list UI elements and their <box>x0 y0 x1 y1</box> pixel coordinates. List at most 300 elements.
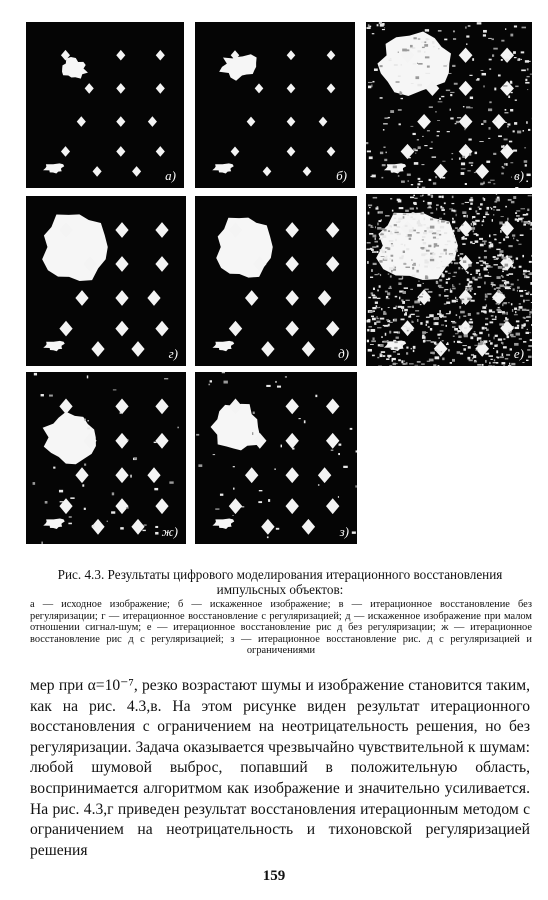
noise-speck <box>512 309 513 312</box>
noise-speck <box>401 344 403 346</box>
noise-speck <box>92 525 95 528</box>
noise-speck <box>442 266 446 267</box>
noise-speck <box>470 336 473 339</box>
noise-speck <box>33 482 36 485</box>
noise-speck <box>381 228 384 230</box>
noise-speck <box>134 457 137 459</box>
noise-speck <box>424 266 428 268</box>
noise-speck <box>401 306 404 309</box>
noise-speck <box>277 386 281 388</box>
noise-speck <box>528 292 530 294</box>
impulse-object <box>285 222 298 238</box>
noise-speck <box>496 303 500 304</box>
noise-speck <box>416 316 419 317</box>
noise-speck <box>418 281 419 282</box>
noise-speck <box>426 38 429 40</box>
noise-speck <box>377 227 381 230</box>
noise-speck <box>431 142 433 143</box>
noise-speck <box>394 341 397 343</box>
noise-speck <box>496 276 500 279</box>
impulse-object <box>500 320 514 336</box>
noise-speck <box>466 288 468 291</box>
noise-speck <box>511 363 515 365</box>
noise-speck <box>489 355 493 357</box>
noise-speck <box>466 106 470 108</box>
noise-speck <box>475 210 477 212</box>
noise-speck <box>380 274 381 276</box>
noise-speck <box>405 225 408 227</box>
noise-speck <box>488 266 493 267</box>
noise-speck <box>470 290 472 292</box>
noise-speck <box>423 201 424 202</box>
noise-speck <box>384 258 388 260</box>
noise-speck <box>375 302 378 304</box>
large-object <box>62 57 88 79</box>
noise-speck <box>381 336 382 338</box>
noise-speck <box>518 58 520 60</box>
impulse-object <box>156 146 165 157</box>
noise-speck <box>531 324 532 326</box>
panel-g <box>26 196 186 366</box>
small-object <box>212 341 234 351</box>
noise-speck <box>483 340 487 343</box>
noise-speck <box>452 359 455 362</box>
noise-speck <box>478 277 482 279</box>
noise-speck <box>452 196 454 198</box>
noise-speck <box>438 351 441 352</box>
noise-speck <box>444 289 448 290</box>
noise-speck <box>398 220 401 221</box>
noise-speck <box>386 296 388 298</box>
impulse-object <box>285 498 298 514</box>
noise-speck <box>511 303 512 305</box>
noise-speck <box>464 334 468 337</box>
noise-speck <box>501 342 502 344</box>
impulse-object <box>459 48 473 63</box>
noise-speck <box>416 232 419 233</box>
noise-speck <box>447 265 448 267</box>
noise-speck <box>429 359 434 362</box>
noise-speck <box>527 68 529 70</box>
noise-speck <box>34 373 37 376</box>
impulse-object <box>285 398 298 414</box>
noise-speck <box>493 206 496 208</box>
noise-speck <box>479 273 481 276</box>
noise-speck <box>430 259 434 261</box>
noise-speck <box>410 208 414 210</box>
noise-speck <box>501 257 505 259</box>
noise-speck <box>428 299 430 301</box>
noise-speck <box>496 287 500 288</box>
noise-speck <box>475 152 477 154</box>
noise-speck <box>452 65 455 67</box>
noise-speck <box>258 501 262 503</box>
noise-speck <box>372 337 374 340</box>
noise-speck <box>517 279 518 280</box>
noise-speck <box>252 432 253 435</box>
noise-speck <box>87 375 88 378</box>
noise-speck <box>528 345 532 347</box>
noise-speck <box>87 427 90 429</box>
noise-speck <box>509 363 510 365</box>
noise-speck <box>394 218 396 219</box>
noise-speck <box>503 338 505 339</box>
noise-speck <box>396 81 400 82</box>
noise-speck <box>372 81 374 82</box>
impulse-object <box>115 256 128 272</box>
noise-speck <box>504 139 508 141</box>
noise-speck <box>268 499 270 502</box>
noise-speck <box>378 273 380 274</box>
noise-speck <box>407 330 409 331</box>
noise-speck <box>267 536 269 538</box>
noise-speck <box>435 111 436 112</box>
noise-speck <box>442 177 445 179</box>
noise-speck <box>476 270 480 272</box>
noise-speck <box>530 229 532 230</box>
noise-speck <box>513 238 514 240</box>
panel-e <box>366 194 532 366</box>
impulse-object <box>459 144 473 159</box>
noise-speck <box>521 69 526 71</box>
noise-speck <box>485 360 487 363</box>
noise-speck <box>398 359 401 361</box>
noise-speck <box>435 322 439 325</box>
noise-speck <box>463 300 467 303</box>
small-object <box>43 341 64 351</box>
noise-speck <box>529 311 532 313</box>
noise-speck <box>127 439 128 441</box>
noise-speck <box>399 278 403 279</box>
body-paragraph: мер при α=10⁻⁷, резко возрастают шумы и изображение становится таким, как на рис. 4.3,в. На этом рисунке виден результат итерационного восстановления с ограничением на неотрицательность решения, но без регуляризации. Задача оказывается чрезвычайно чувствительной к шумам: любой шумовой выброс, попавший в положительную область, воспринимается алгоритмом как изображение и значительно усиливается. На рис. 4.3,г приведен результат восстановления итерационным методом с ограничением на неотрицательность и тихоновской регуляризацией решения <box>30 677 530 859</box>
noise-speck <box>315 395 317 397</box>
noise-speck <box>367 242 371 243</box>
noise-speck <box>383 129 384 130</box>
noise-speck <box>445 271 447 273</box>
noise-speck <box>463 106 464 107</box>
noise-speck <box>511 265 513 268</box>
noise-speck <box>527 209 529 211</box>
large-object <box>216 218 273 278</box>
noise-speck <box>407 214 409 216</box>
noise-speck <box>503 145 504 147</box>
noise-speck <box>501 59 503 61</box>
noise-speck <box>529 261 532 263</box>
panel-zh-label: ж) <box>161 524 178 539</box>
noise-speck <box>446 302 450 304</box>
impulse-object <box>261 341 274 357</box>
noise-speck <box>224 381 228 384</box>
noise-speck <box>515 212 517 214</box>
noise-speck <box>524 147 526 148</box>
impulse-object <box>116 146 125 157</box>
panel-zh <box>26 372 186 544</box>
noise-speck <box>395 267 396 269</box>
impulse-object <box>492 114 506 129</box>
noise-speck <box>374 322 376 325</box>
noise-speck <box>505 287 509 289</box>
panel-d <box>195 196 357 366</box>
noise-speck <box>501 40 504 42</box>
noise-speck <box>507 123 510 125</box>
noise-speck <box>406 347 408 349</box>
noise-speck <box>376 321 380 323</box>
noise-speck <box>495 316 496 319</box>
noise-speck <box>382 235 386 238</box>
noise-speck <box>384 118 388 119</box>
noise-speck <box>493 214 494 215</box>
impulse-object <box>326 222 339 238</box>
noise-speck <box>391 255 394 257</box>
noise-speck <box>383 311 385 313</box>
noise-speck <box>425 253 428 254</box>
noise-speck <box>499 356 503 358</box>
noise-speck <box>285 376 287 378</box>
noise-speck <box>517 290 518 292</box>
noise-speck <box>213 454 215 455</box>
noise-speck <box>512 260 513 263</box>
noise-speck <box>474 331 476 332</box>
noise-speck <box>515 187 518 188</box>
noise-speck <box>376 305 377 307</box>
noise-speck <box>462 345 466 346</box>
noise-speck <box>386 256 387 258</box>
noise-speck <box>474 233 477 234</box>
noise-speck <box>469 229 471 230</box>
noise-speck <box>436 281 438 284</box>
noise-speck <box>441 325 444 326</box>
noise-speck <box>369 233 373 235</box>
noise-speck <box>442 196 444 199</box>
noise-speck <box>418 146 421 149</box>
noise-speck <box>366 320 370 323</box>
noise-speck <box>518 244 521 245</box>
noise-speck <box>452 286 454 287</box>
noise-speck <box>495 295 497 297</box>
noise-speck <box>370 277 373 278</box>
panel-e-image <box>366 194 532 366</box>
noise-speck <box>489 242 492 243</box>
noise-speck <box>420 213 423 215</box>
noise-speck <box>390 347 392 349</box>
noise-speck <box>438 101 443 102</box>
noise-speck <box>413 230 416 232</box>
noise-speck <box>390 225 392 227</box>
noise-speck <box>381 308 382 310</box>
noise-speck <box>426 324 427 326</box>
noise-speck <box>424 145 427 146</box>
noise-speck <box>496 194 497 195</box>
noise-speck <box>465 183 467 185</box>
noise-speck <box>472 216 475 218</box>
noise-speck <box>425 56 429 58</box>
noise-speck <box>494 288 496 289</box>
noise-speck <box>483 219 484 220</box>
noise-speck <box>388 357 389 358</box>
noise-speck <box>406 362 408 364</box>
noise-speck <box>479 238 483 240</box>
noise-speck <box>259 490 263 491</box>
noise-speck <box>499 222 502 225</box>
noise-speck <box>130 475 131 478</box>
noise-speck <box>525 60 529 62</box>
noise-speck <box>436 267 440 268</box>
noise-speck <box>449 208 453 209</box>
noise-speck <box>439 310 440 313</box>
noise-speck <box>455 297 456 299</box>
noise-speck <box>460 353 463 355</box>
noise-speck <box>523 300 524 303</box>
noise-speck <box>494 345 496 347</box>
noise-speck <box>422 239 424 240</box>
noise-speck <box>428 245 431 247</box>
noise-speck <box>484 242 485 245</box>
noise-speck <box>412 275 416 277</box>
noise-speck <box>501 295 504 296</box>
noise-speck <box>514 122 517 125</box>
impulse-object <box>131 341 144 357</box>
noise-speck <box>469 208 472 210</box>
noise-speck <box>469 281 473 283</box>
impulse-object <box>261 519 274 535</box>
noise-speck <box>499 250 503 253</box>
noise-speck <box>458 336 461 338</box>
impulse-object <box>115 290 128 306</box>
noise-speck <box>299 418 301 419</box>
noise-speck <box>523 317 525 319</box>
noise-speck <box>446 252 447 254</box>
noise-speck <box>505 109 507 111</box>
noise-speck <box>459 325 463 327</box>
noise-speck <box>350 428 353 430</box>
noise-speck <box>419 181 423 182</box>
noise-speck <box>519 303 521 304</box>
noise-speck <box>492 299 494 300</box>
small-object <box>43 519 64 529</box>
noise-speck <box>427 207 431 208</box>
noise-speck <box>412 264 416 266</box>
noise-speck <box>385 333 386 336</box>
impulse-object <box>326 498 339 514</box>
noise-speck <box>519 338 522 340</box>
noise-speck <box>458 255 460 256</box>
noise-speck <box>477 78 479 80</box>
noise-speck <box>482 364 484 366</box>
noise-speck <box>456 121 459 123</box>
noise-speck <box>390 58 392 59</box>
noise-speck <box>331 450 334 451</box>
noise-speck <box>445 244 448 245</box>
noise-speck <box>493 256 496 258</box>
noise-speck <box>395 229 398 231</box>
noise-speck <box>491 359 493 360</box>
impulse-object <box>287 147 296 157</box>
noise-speck <box>432 253 435 255</box>
noise-speck <box>111 511 115 513</box>
noise-speck <box>505 264 508 267</box>
noise-speck <box>467 357 470 360</box>
noise-speck <box>423 283 424 284</box>
noise-speck <box>390 286 392 289</box>
noise-speck <box>84 464 86 466</box>
noise-speck <box>461 299 465 301</box>
noise-speck <box>232 515 234 516</box>
noise-speck <box>502 280 506 281</box>
noise-speck <box>452 288 455 290</box>
noise-speck <box>488 182 491 183</box>
noise-speck <box>498 74 501 76</box>
impulse-object <box>147 467 160 483</box>
noise-speck <box>505 206 507 208</box>
noise-speck <box>304 420 306 423</box>
noise-speck <box>513 196 516 199</box>
noise-speck <box>508 260 511 262</box>
impulse-object <box>302 341 315 357</box>
noise-speck <box>393 340 396 341</box>
noise-speck <box>410 45 413 47</box>
noise-speck <box>378 211 379 213</box>
noise-speck <box>414 162 418 165</box>
noise-speck <box>430 212 433 214</box>
impulse-object <box>326 256 339 272</box>
noise-speck <box>424 44 428 47</box>
noise-speck <box>381 256 385 257</box>
noise-speck <box>460 253 463 254</box>
noise-speck <box>505 59 509 61</box>
noise-speck <box>461 168 466 169</box>
noise-speck <box>408 316 411 318</box>
noise-speck <box>505 358 508 359</box>
noise-speck <box>426 321 429 324</box>
noise-speck <box>397 353 400 354</box>
noise-speck <box>177 427 179 429</box>
impulse-object <box>116 83 125 94</box>
noise-speck <box>424 51 425 53</box>
noise-speck <box>496 357 498 358</box>
noise-speck <box>436 230 441 232</box>
noise-speck <box>424 41 426 43</box>
noise-speck <box>434 342 436 345</box>
noise-speck <box>484 311 486 314</box>
noise-speck <box>484 267 487 270</box>
noise-speck <box>433 182 436 184</box>
noise-speck <box>444 232 447 234</box>
noise-speck <box>496 350 498 353</box>
noise-speck <box>431 195 433 197</box>
noise-speck <box>474 360 476 361</box>
noise-speck <box>169 481 173 483</box>
noise-speck <box>154 488 158 490</box>
noise-speck <box>451 210 455 212</box>
panel-e-label: е) <box>513 346 524 361</box>
noise-speck <box>526 320 529 321</box>
noise-speck <box>424 340 425 342</box>
noise-speck <box>453 259 455 261</box>
noise-speck <box>484 250 487 252</box>
noise-speck <box>404 244 405 246</box>
noise-speck <box>530 282 532 285</box>
noise-speck <box>502 276 504 278</box>
noise-speck <box>516 240 517 241</box>
noise-speck <box>412 212 415 214</box>
noise-speck <box>450 117 453 119</box>
noise-speck <box>468 264 471 267</box>
impulse-object <box>245 467 258 483</box>
noise-speck <box>435 176 437 178</box>
noise-speck <box>519 290 523 292</box>
noise-speck <box>473 225 474 227</box>
noise-speck <box>366 142 368 144</box>
